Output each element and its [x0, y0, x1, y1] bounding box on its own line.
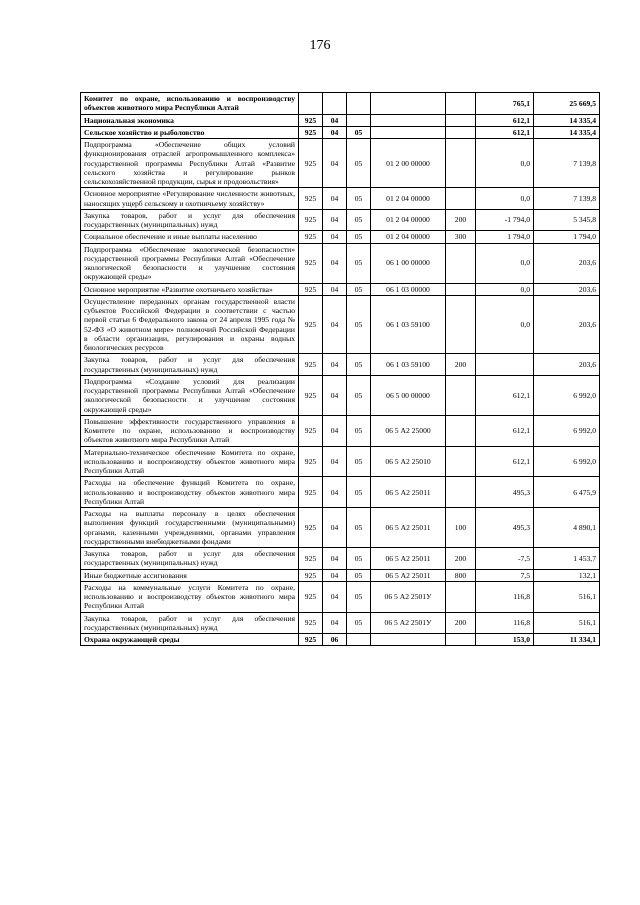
section-code-cell: 04: [323, 612, 347, 634]
amount-total-cell: 6 992,0: [534, 446, 600, 477]
row-name-cell: Иные бюджетные ассигнования: [81, 569, 299, 581]
subsection-code-cell: 05: [347, 188, 371, 210]
expense-type-code-cell: [446, 126, 476, 138]
table-row: [81, 139, 600, 188]
amount-total-cell: 132,1: [534, 569, 600, 581]
table-row: [81, 231, 600, 243]
subsection-code-cell: [347, 114, 371, 126]
amount-total-cell: 6 992,0: [534, 415, 600, 446]
row-name-cell: Закупка товаров, работ и услуг для обеспечения государственных (муниципальных) нужд: [81, 548, 299, 570]
row-name-cell: Основное мероприятие «Развитие охотничьего хозяйства»: [81, 283, 299, 295]
row-name-cell: Закупка товаров, работ и услуг для обеспечения государственных (муниципальных) нужд: [81, 612, 299, 634]
expense-type-code-cell: 800: [446, 569, 476, 581]
target-item-code-cell: 01 2 04 00000: [371, 188, 446, 210]
target-item-code-cell: 01 2 00 00000: [371, 139, 446, 188]
section-code-cell: 04: [323, 209, 347, 231]
ved-code-cell: 925: [299, 375, 323, 415]
amount-total-cell: 6 475,9: [534, 477, 600, 508]
table-row: [81, 295, 600, 354]
subsection-code-cell: 05: [347, 548, 371, 570]
subsection-code-cell: 05: [347, 126, 371, 138]
ved-code-cell: 925: [299, 283, 323, 295]
expense-type-code-cell: 200: [446, 209, 476, 231]
expense-type-code-cell: [446, 93, 476, 115]
table-row: [81, 114, 600, 126]
ved-code-cell: 925: [299, 477, 323, 508]
section-code-cell: 06: [323, 634, 347, 646]
row-name-cell: Подпрограмма «Создание условий для реализации государственной программы Республики Алтай «Обеспечение экологической безопасности и улучшение состояния окружающей среды»: [81, 375, 299, 415]
section-code-cell: 04: [323, 375, 347, 415]
table-row: [81, 375, 600, 415]
expense-type-code-cell: [446, 375, 476, 415]
amount-change-cell: 495,3: [476, 477, 534, 508]
subsection-code-cell: 05: [347, 209, 371, 231]
row-name-cell: Подпрограмма «Обеспечение общих условий функционирования отраслей агропромышленного комплекса» государственной программы Республики Алтай «Развитие сельского хозяйства и регулирование рынков сельскохозяйственной продукции, сырья и продовольствия»: [81, 139, 299, 188]
amount-change-cell: 0,0: [476, 295, 534, 354]
ved-code-cell: 925: [299, 243, 323, 283]
table-row: [81, 634, 600, 646]
expense-type-code-cell: [446, 415, 476, 446]
section-code-cell: 04: [323, 243, 347, 283]
subsection-code-cell: 05: [347, 243, 371, 283]
ved-code-cell: 925: [299, 508, 323, 548]
amount-change-cell: 612,1: [476, 375, 534, 415]
target-item-code-cell: 06 1 03 00000: [371, 283, 446, 295]
target-item-code-cell: [371, 114, 446, 126]
amount-total-cell: 1 794,0: [534, 231, 600, 243]
table-row: [81, 612, 600, 634]
amount-change-cell: 612,1: [476, 126, 534, 138]
target-item-code-cell: [371, 93, 446, 115]
row-name-cell: Повышение эффективности государственного управления в Комитете по охране, использованию и воспроизводству объектов животного мира Республики Алтай: [81, 415, 299, 446]
section-code-cell: [323, 93, 347, 115]
target-item-code-cell: 06 5 А2 25011: [371, 477, 446, 508]
amount-change-cell: 116,8: [476, 581, 534, 612]
expense-type-code-cell: [446, 477, 476, 508]
ved-code-cell: 925: [299, 612, 323, 634]
expense-type-code-cell: [446, 581, 476, 612]
amount-total-cell: 4 890,1: [534, 508, 600, 548]
ved-code-cell: 925: [299, 415, 323, 446]
section-code-cell: 04: [323, 477, 347, 508]
subsection-code-cell: 05: [347, 508, 371, 548]
target-item-code-cell: 06 5 А2 25000: [371, 415, 446, 446]
amount-change-cell: 765,1: [476, 93, 534, 115]
amount-change-cell: 1 794,0: [476, 231, 534, 243]
ved-code-cell: 925: [299, 231, 323, 243]
section-code-cell: 04: [323, 126, 347, 138]
section-code-cell: 04: [323, 415, 347, 446]
target-item-code-cell: 06 5 А2 25011: [371, 508, 446, 548]
amount-total-cell: 11 334,1: [534, 634, 600, 646]
section-code-cell: 04: [323, 354, 347, 376]
row-name-cell: Закупка товаров, работ и услуг для обеспечения государственных (муниципальных) нужд: [81, 354, 299, 376]
table-row: [81, 126, 600, 138]
section-code-cell: 04: [323, 508, 347, 548]
table-row: [81, 93, 600, 115]
section-code-cell: 04: [323, 548, 347, 570]
subsection-code-cell: 05: [347, 569, 371, 581]
amount-total-cell: 6 992,0: [534, 375, 600, 415]
amount-total-cell: 203,6: [534, 295, 600, 354]
table-row: [81, 581, 600, 612]
ved-code-cell: 925: [299, 446, 323, 477]
amount-change-cell: 612,1: [476, 415, 534, 446]
table-row: [81, 569, 600, 581]
table-row: [81, 243, 600, 283]
ved-code-cell: 925: [299, 126, 323, 138]
amount-change-cell: 612,1: [476, 114, 534, 126]
table-row: [81, 508, 600, 548]
row-name-cell: Основное мероприятие «Регулирование численности животных, наносящих ущерб сельскому и охотничьему хозяйству»: [81, 188, 299, 210]
amount-total-cell: 14 335,4: [534, 114, 600, 126]
target-item-code-cell: 01 2 04 00000: [371, 209, 446, 231]
row-name-cell: Сельское хозяйство и рыболовство: [81, 126, 299, 138]
expense-type-code-cell: 200: [446, 354, 476, 376]
expense-type-code-cell: [446, 243, 476, 283]
page-number: 176: [309, 38, 331, 53]
target-item-code-cell: 06 1 00 00000: [371, 243, 446, 283]
section-code-cell: 04: [323, 569, 347, 581]
section-code-cell: 04: [323, 446, 347, 477]
amount-total-cell: 203,6: [534, 283, 600, 295]
ved-code-cell: 925: [299, 114, 323, 126]
target-item-code-cell: 06 1 03 59100: [371, 354, 446, 376]
row-name-cell: Материально-техническое обеспечение Комитета по охране, использованию и воспроизводству объектов животного мира Республики Алтай: [81, 446, 299, 477]
target-item-code-cell: [371, 634, 446, 646]
subsection-code-cell: 05: [347, 283, 371, 295]
subsection-code-cell: 05: [347, 612, 371, 634]
subsection-code-cell: 05: [347, 375, 371, 415]
expense-type-code-cell: 300: [446, 231, 476, 243]
table-row: [81, 283, 600, 295]
ved-code-cell: 925: [299, 295, 323, 354]
expense-type-code-cell: [446, 283, 476, 295]
expense-type-code-cell: [446, 634, 476, 646]
subsection-code-cell: 05: [347, 477, 371, 508]
expense-type-code-cell: 100: [446, 508, 476, 548]
amount-change-cell: 612,1: [476, 446, 534, 477]
table-row: [81, 209, 600, 231]
amount-total-cell: 7 139,8: [534, 188, 600, 210]
amount-change-cell: 0,0: [476, 188, 534, 210]
table-row: [81, 446, 600, 477]
amount-change-cell: [476, 354, 534, 376]
target-item-code-cell: 06 5 А2 25011: [371, 569, 446, 581]
subsection-code-cell: 05: [347, 354, 371, 376]
expense-type-code-cell: 200: [446, 612, 476, 634]
ved-code-cell: [299, 93, 323, 115]
target-item-code-cell: 06 5 А2 2501У: [371, 581, 446, 612]
target-item-code-cell: 01 2 04 00000: [371, 231, 446, 243]
ved-code-cell: 925: [299, 209, 323, 231]
target-item-code-cell: 06 1 03 59100: [371, 295, 446, 354]
row-name-cell: Комитет по охране, использованию и воспроизводству объектов животного мира Республики Алтай: [81, 93, 299, 115]
subsection-code-cell: [347, 93, 371, 115]
expense-type-code-cell: 200: [446, 548, 476, 570]
target-item-code-cell: 06 5 00 00000: [371, 375, 446, 415]
amount-change-cell: 7,5: [476, 569, 534, 581]
table-row: [81, 477, 600, 508]
amount-change-cell: 116,8: [476, 612, 534, 634]
ved-code-cell: 925: [299, 548, 323, 570]
target-item-code-cell: 06 5 А2 25010: [371, 446, 446, 477]
amount-change-cell: 0,0: [476, 243, 534, 283]
amount-total-cell: 25 669,5: [534, 93, 600, 115]
expense-type-code-cell: [446, 446, 476, 477]
section-code-cell: 04: [323, 581, 347, 612]
subsection-code-cell: 05: [347, 231, 371, 243]
expense-type-code-cell: [446, 139, 476, 188]
section-code-cell: 04: [323, 139, 347, 188]
table-row: [81, 415, 600, 446]
row-name-cell: Расходы на коммунальные услуги Комитета по охране, использованию и воспроизводству объектов животного мира Республики Алтай: [81, 581, 299, 612]
table-row: [81, 188, 600, 210]
target-item-code-cell: 06 5 А2 25011: [371, 548, 446, 570]
row-name-cell: Осуществление переданных органам государственной власти субъектов Российской Федерации в соответствии с частью первой статьи 6 Федерального закона от 24 апреля 1995 года № 52-ФЗ «О животном мире» полномочий Российской Федерации в области организации, регулирования и охраны водных биологических ресурсов: [81, 295, 299, 354]
amount-total-cell: 14 335,4: [534, 126, 600, 138]
amount-total-cell: 516,1: [534, 581, 600, 612]
subsection-code-cell: 05: [347, 446, 371, 477]
row-name-cell: Расходы на выплаты персоналу в целях обеспечения выполнения функций государственными (муниципальными) органами, казенными учреждениями, органами управления государственными внебюджетными фондами: [81, 508, 299, 548]
ved-code-cell: 925: [299, 634, 323, 646]
amount-change-cell: 0,0: [476, 283, 534, 295]
amount-change-cell: 153,0: [476, 634, 534, 646]
target-item-code-cell: 06 5 А2 2501У: [371, 612, 446, 634]
amount-total-cell: 203,6: [534, 354, 600, 376]
ved-code-cell: 925: [299, 188, 323, 210]
ved-code-cell: 925: [299, 581, 323, 612]
expense-type-code-cell: [446, 295, 476, 354]
section-code-cell: 04: [323, 231, 347, 243]
budget-table: [80, 92, 600, 646]
section-code-cell: 04: [323, 114, 347, 126]
section-code-cell: 04: [323, 295, 347, 354]
section-code-cell: 04: [323, 188, 347, 210]
amount-total-cell: 516,1: [534, 612, 600, 634]
row-name-cell: Охрана окружающей среды: [81, 634, 299, 646]
table-row: [81, 354, 600, 376]
subsection-code-cell: 05: [347, 581, 371, 612]
ved-code-cell: 925: [299, 139, 323, 188]
amount-total-cell: 203,6: [534, 243, 600, 283]
row-name-cell: Социальное обеспечение и иные выплаты населению: [81, 231, 299, 243]
expense-type-code-cell: [446, 188, 476, 210]
budget-table-body: [81, 93, 600, 646]
table-row: [81, 548, 600, 570]
amount-total-cell: 1 453,7: [534, 548, 600, 570]
subsection-code-cell: 05: [347, 139, 371, 188]
subsection-code-cell: 05: [347, 295, 371, 354]
row-name-cell: Национальная экономика: [81, 114, 299, 126]
subsection-code-cell: [347, 634, 371, 646]
expense-type-code-cell: [446, 114, 476, 126]
amount-total-cell: 5 345,8: [534, 209, 600, 231]
target-item-code-cell: [371, 126, 446, 138]
subsection-code-cell: 05: [347, 415, 371, 446]
ved-code-cell: 925: [299, 354, 323, 376]
amount-total-cell: 7 139,8: [534, 139, 600, 188]
amount-change-cell: -1 794,0: [476, 209, 534, 231]
row-name-cell: Закупка товаров, работ и услуг для обеспечения государственных (муниципальных) нужд: [81, 209, 299, 231]
amount-change-cell: -7,5: [476, 548, 534, 570]
amount-change-cell: 0,0: [476, 139, 534, 188]
row-name-cell: Подпрограмма «Обеспечение экологической безопасности» государственной программы Республики Алтай «Обеспечение экологической безопасности и улучшение состояния окружающей среды»: [81, 243, 299, 283]
section-code-cell: 04: [323, 283, 347, 295]
ved-code-cell: 925: [299, 569, 323, 581]
row-name-cell: Расходы на обеспечение функций Комитета по охране, использованию и воспроизводству объектов животного мира Республики Алтай: [81, 477, 299, 508]
amount-change-cell: 495,3: [476, 508, 534, 548]
